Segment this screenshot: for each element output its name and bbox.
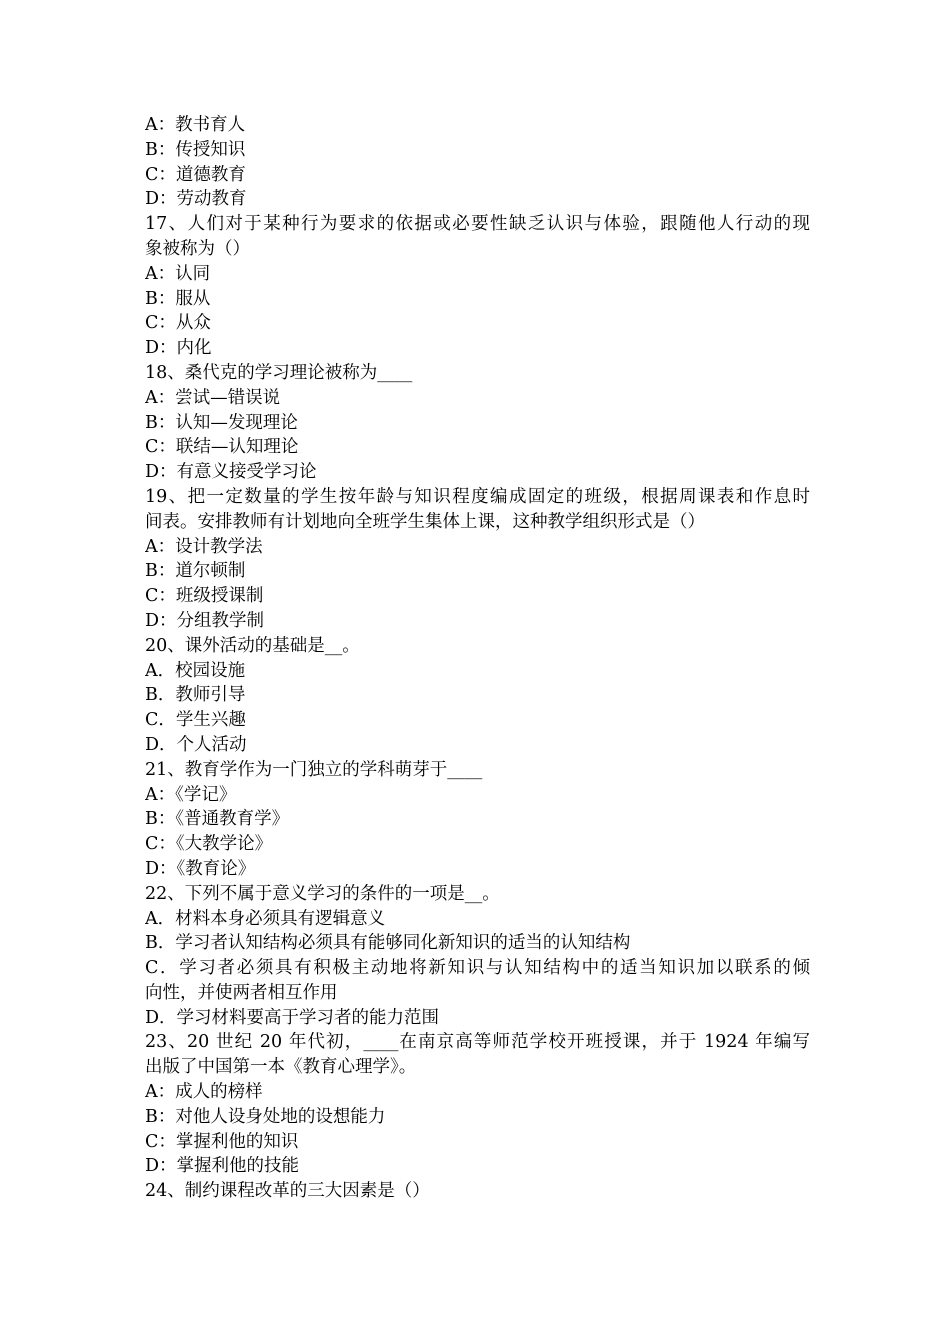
- text-line: D：内化: [145, 338, 212, 359]
- question-18-line: 18、桑代克的学习理论被称为____: [145, 362, 413, 383]
- text-line: B：对他人设身处地的设想能力: [145, 1106, 386, 1127]
- text-line: B．学习者认知结构必须具有能够同化新知识的适当的认知结构: [145, 933, 631, 954]
- text-line: D．个人活动: [145, 734, 247, 755]
- text-line: C：道德教育: [145, 164, 246, 185]
- text-line: D：分组教学制: [145, 610, 265, 631]
- text-line: B：服从: [145, 288, 211, 309]
- text-line: D：劳动教育: [145, 189, 247, 210]
- text-line: C：从众: [145, 313, 211, 334]
- text-line: 间表。安排教师有计划地向全班学生集体上课，这种教学组织形式是（）: [145, 511, 705, 532]
- text-line: C：《大教学论》: [145, 834, 273, 855]
- text-line: 象被称为（）: [145, 238, 250, 259]
- text-line: B：传授知识: [145, 139, 246, 160]
- question-24-line: 24、制约课程改革的三大因素是（）: [145, 1181, 430, 1202]
- text-line: 出版了中国第一本《教育心理学》。: [145, 1057, 417, 1078]
- text-line: A：认同: [145, 263, 211, 284]
- text-line: A．材料本身必须具有逻辑意义: [145, 908, 386, 929]
- question-21-line: 21、教育学作为一门独立的学科萌芽于____: [145, 759, 483, 780]
- text-line: D．学习材料要高于学习者的能力范围: [145, 1007, 440, 1028]
- question-22-line: 22、下列不属于意义学习的条件的一项是__。: [145, 883, 500, 904]
- text-line: C：班级授课制: [145, 586, 264, 607]
- text-line: D：掌握利他的技能: [145, 1156, 300, 1177]
- text-line: C：联结—认知理论: [145, 437, 299, 458]
- text-line: C：掌握利他的知识: [145, 1131, 299, 1152]
- question-19-line: 19、把一定数量的学生按年龄与知识程度编成固定的班级，根据周课表和作息时: [145, 486, 810, 507]
- text-line: A：成人的榜样: [145, 1082, 263, 1103]
- question-17-line: 17、人们对于某种行为要求的依据或必要性缺乏认识与体验，跟随他人行动的现: [145, 214, 810, 235]
- text-line: D：有意义接受学习论: [145, 462, 317, 483]
- text-line: D：《教育论》: [145, 858, 256, 879]
- question-20-line: 20、课外活动的基础是__。: [145, 635, 360, 656]
- text-line: B．教师引导: [145, 685, 246, 706]
- text-line: B：《普通教育学》: [145, 809, 290, 830]
- question-text-block: [145, 113, 810, 1204]
- text-line: C．学生兴趣: [145, 710, 246, 731]
- text-line: B：道尔顿制: [145, 561, 246, 582]
- text-line: A．校园设施: [145, 660, 246, 681]
- text-line: A：尝试—错误说: [145, 387, 281, 408]
- text-line: A：设计教学法: [145, 536, 263, 557]
- question-23-line: 23、20 世纪 20 年代初，____在南京高等师范学校开班授课，并于 1924 年编写: [145, 1032, 810, 1053]
- text-line: A：教书育人: [145, 115, 246, 135]
- text-line: A：《学记》: [145, 784, 237, 805]
- text-line: B：认知—发现理论: [145, 412, 298, 433]
- text-line: C．学习者必须具有积极主动地将新知识与认知结构中的适当知识加以联系的倾: [145, 958, 810, 979]
- text-line: 向性，并使两者相互作用: [145, 982, 338, 1003]
